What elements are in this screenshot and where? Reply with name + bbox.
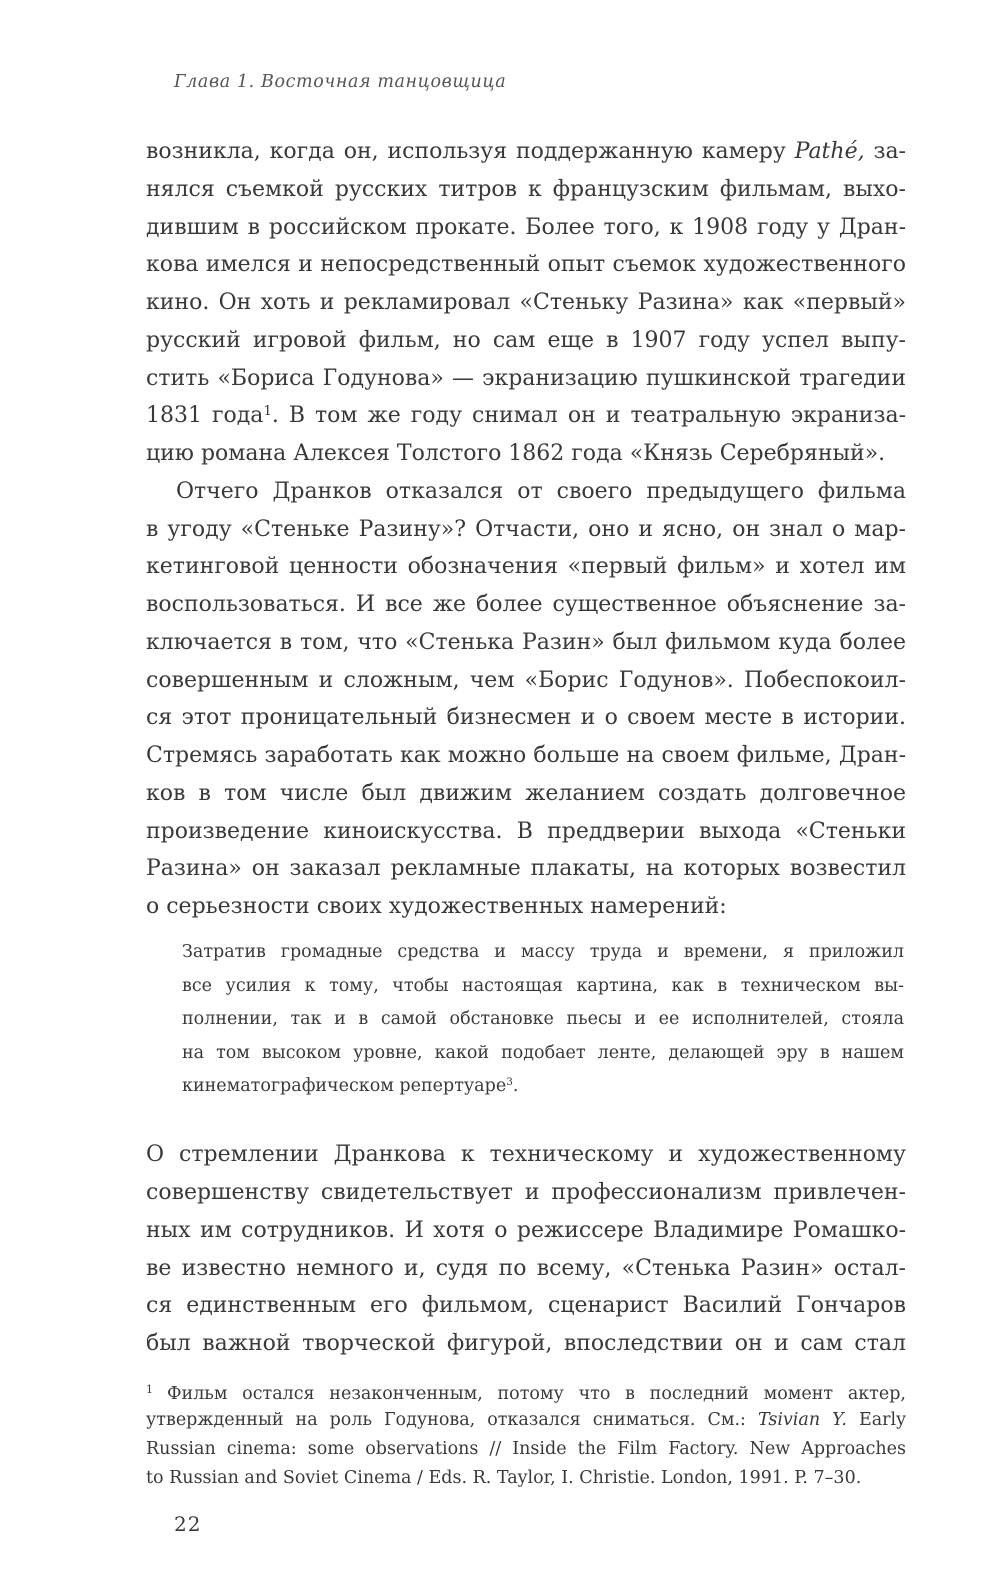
body-line: совершенным и сложным, чем «Борис Годунов». Побеспокоил- [146, 668, 906, 693]
pathe-brand: Pathé, [794, 139, 865, 164]
body-line: Отчего Дранков отказался от своего предыдущего фильма [176, 479, 906, 504]
body-line: в угоду «Стеньке Разину»? Отчасти, оно и ясно, он знал о мар- [146, 517, 906, 542]
footnote-line [146, 1378, 906, 1406]
body-line: Стремясь заработать как можно больше на своем фильме, Дран- [146, 743, 906, 768]
text-segment: . В том же году снимал он и театральную экранизa- [271, 403, 907, 428]
footnote-ref: 3 [506, 1076, 513, 1089]
body-line: воспользоваться. И все же более существенное объяснение за- [146, 592, 906, 617]
quote-line: все усилия к тому, чтобы настоящая картина, как в техническом вы- [182, 976, 904, 996]
text-segment: возникла, когда он, используя поддержанную камеру [146, 139, 795, 164]
body-line: русский игровой фильм, но сам еще в 1907 году успел выпу- [146, 328, 906, 353]
body-line: ключается в том, что «Стенька Разин» был фильмом куда более [146, 630, 906, 655]
body-line: произведение киноискусства. В преддверии выхода «Стеньки [146, 819, 906, 844]
body-line: ве известно немного и, судя по всему, «Стенька Разин» остал- [146, 1256, 906, 1281]
body-line: нялся съемкой русских титров к французским фильмам, выхо- [146, 177, 906, 202]
text-segment: утвержденный на роль Годунова, отказался сниматься. См.: [146, 1410, 758, 1430]
body-line: дившим в российском прокате. Более того, к 1908 году у Дран- [146, 215, 906, 240]
footnote-line: Russian cinema: some observations // Inside the Film Factory. New Approaches [146, 1439, 906, 1459]
body-line: цию романа Алексея Толстого 1862 года «Князь Серебряный». [146, 441, 886, 466]
body-line: кино. Он хоть и рекламировал «Стеньку Разина» как «первый» [146, 290, 906, 315]
body-line [146, 401, 906, 431]
footnote-line: to Russian and Soviet Cinema / Eds. R. Taylor, I. Christie. London, 1991. P. 7–30. [146, 1468, 862, 1488]
body-line: о серьезности своих художественных намерений: [146, 894, 727, 919]
quote-line: на том высоком уровне, какой подобает ленте, делающей эру в нашем [182, 1043, 904, 1063]
footnote-marker: 1 [146, 1383, 153, 1396]
body-line: кетинговой ценности обозначения «первый фильм» и хотел им [146, 554, 906, 579]
author-name: Tsivian Y. [757, 1410, 847, 1430]
text-segment: 1831 года [146, 403, 264, 428]
body-line: кова имелся и непосредственный опыт съемок художественного [146, 252, 906, 277]
text-segment: Фильм остался незаконченным, потому что в последний момент актер, [167, 1384, 906, 1404]
text-segment: Early [846, 1410, 906, 1430]
footnote-line [146, 1408, 906, 1432]
body-line: совершенству свидетельствует и профессионализм привлечен- [146, 1180, 906, 1205]
body-line: ся единственным его фильмом, сценарист Василий Гончаров [146, 1293, 906, 1318]
quote-line: полнении, так и в самой обстановке пьесы и ее исполнителей, стояла [182, 1009, 904, 1029]
page-number: 22 [174, 1512, 202, 1536]
quote-line [182, 1074, 904, 1098]
text-segment: за- [864, 139, 906, 164]
quote-line: Затратив громадные средства и массу труда и времени, я приложил [182, 942, 904, 962]
body-line: был важной творческой фигурой, впоследствии он и сам стал [146, 1331, 906, 1356]
running-header: Глава 1. Восточная танцовщица [174, 72, 507, 92]
body-line [146, 137, 906, 167]
body-line: Разина» он заказал рекламные плакаты, на которых возвестил [146, 856, 906, 881]
body-line: О стремлении Дранкова к техническому и художественному [146, 1142, 906, 1167]
text-segment: . [512, 1076, 519, 1096]
text-segment: кинематографическом репертуаре [182, 1076, 507, 1096]
body-line: ся этот проницательный бизнесмен и о своем месте в истории. [146, 705, 906, 730]
body-line: ков в том числе был движим желанием создать долговечное [146, 781, 906, 806]
footnote-ref: 1 [263, 403, 272, 419]
body-line: ных им сотрудников. И хотя о режиссере Владимире Ромашко- [146, 1218, 906, 1243]
body-line: стить «Бориса Годунова» — экранизацию пушкинской трагедии [146, 366, 906, 391]
